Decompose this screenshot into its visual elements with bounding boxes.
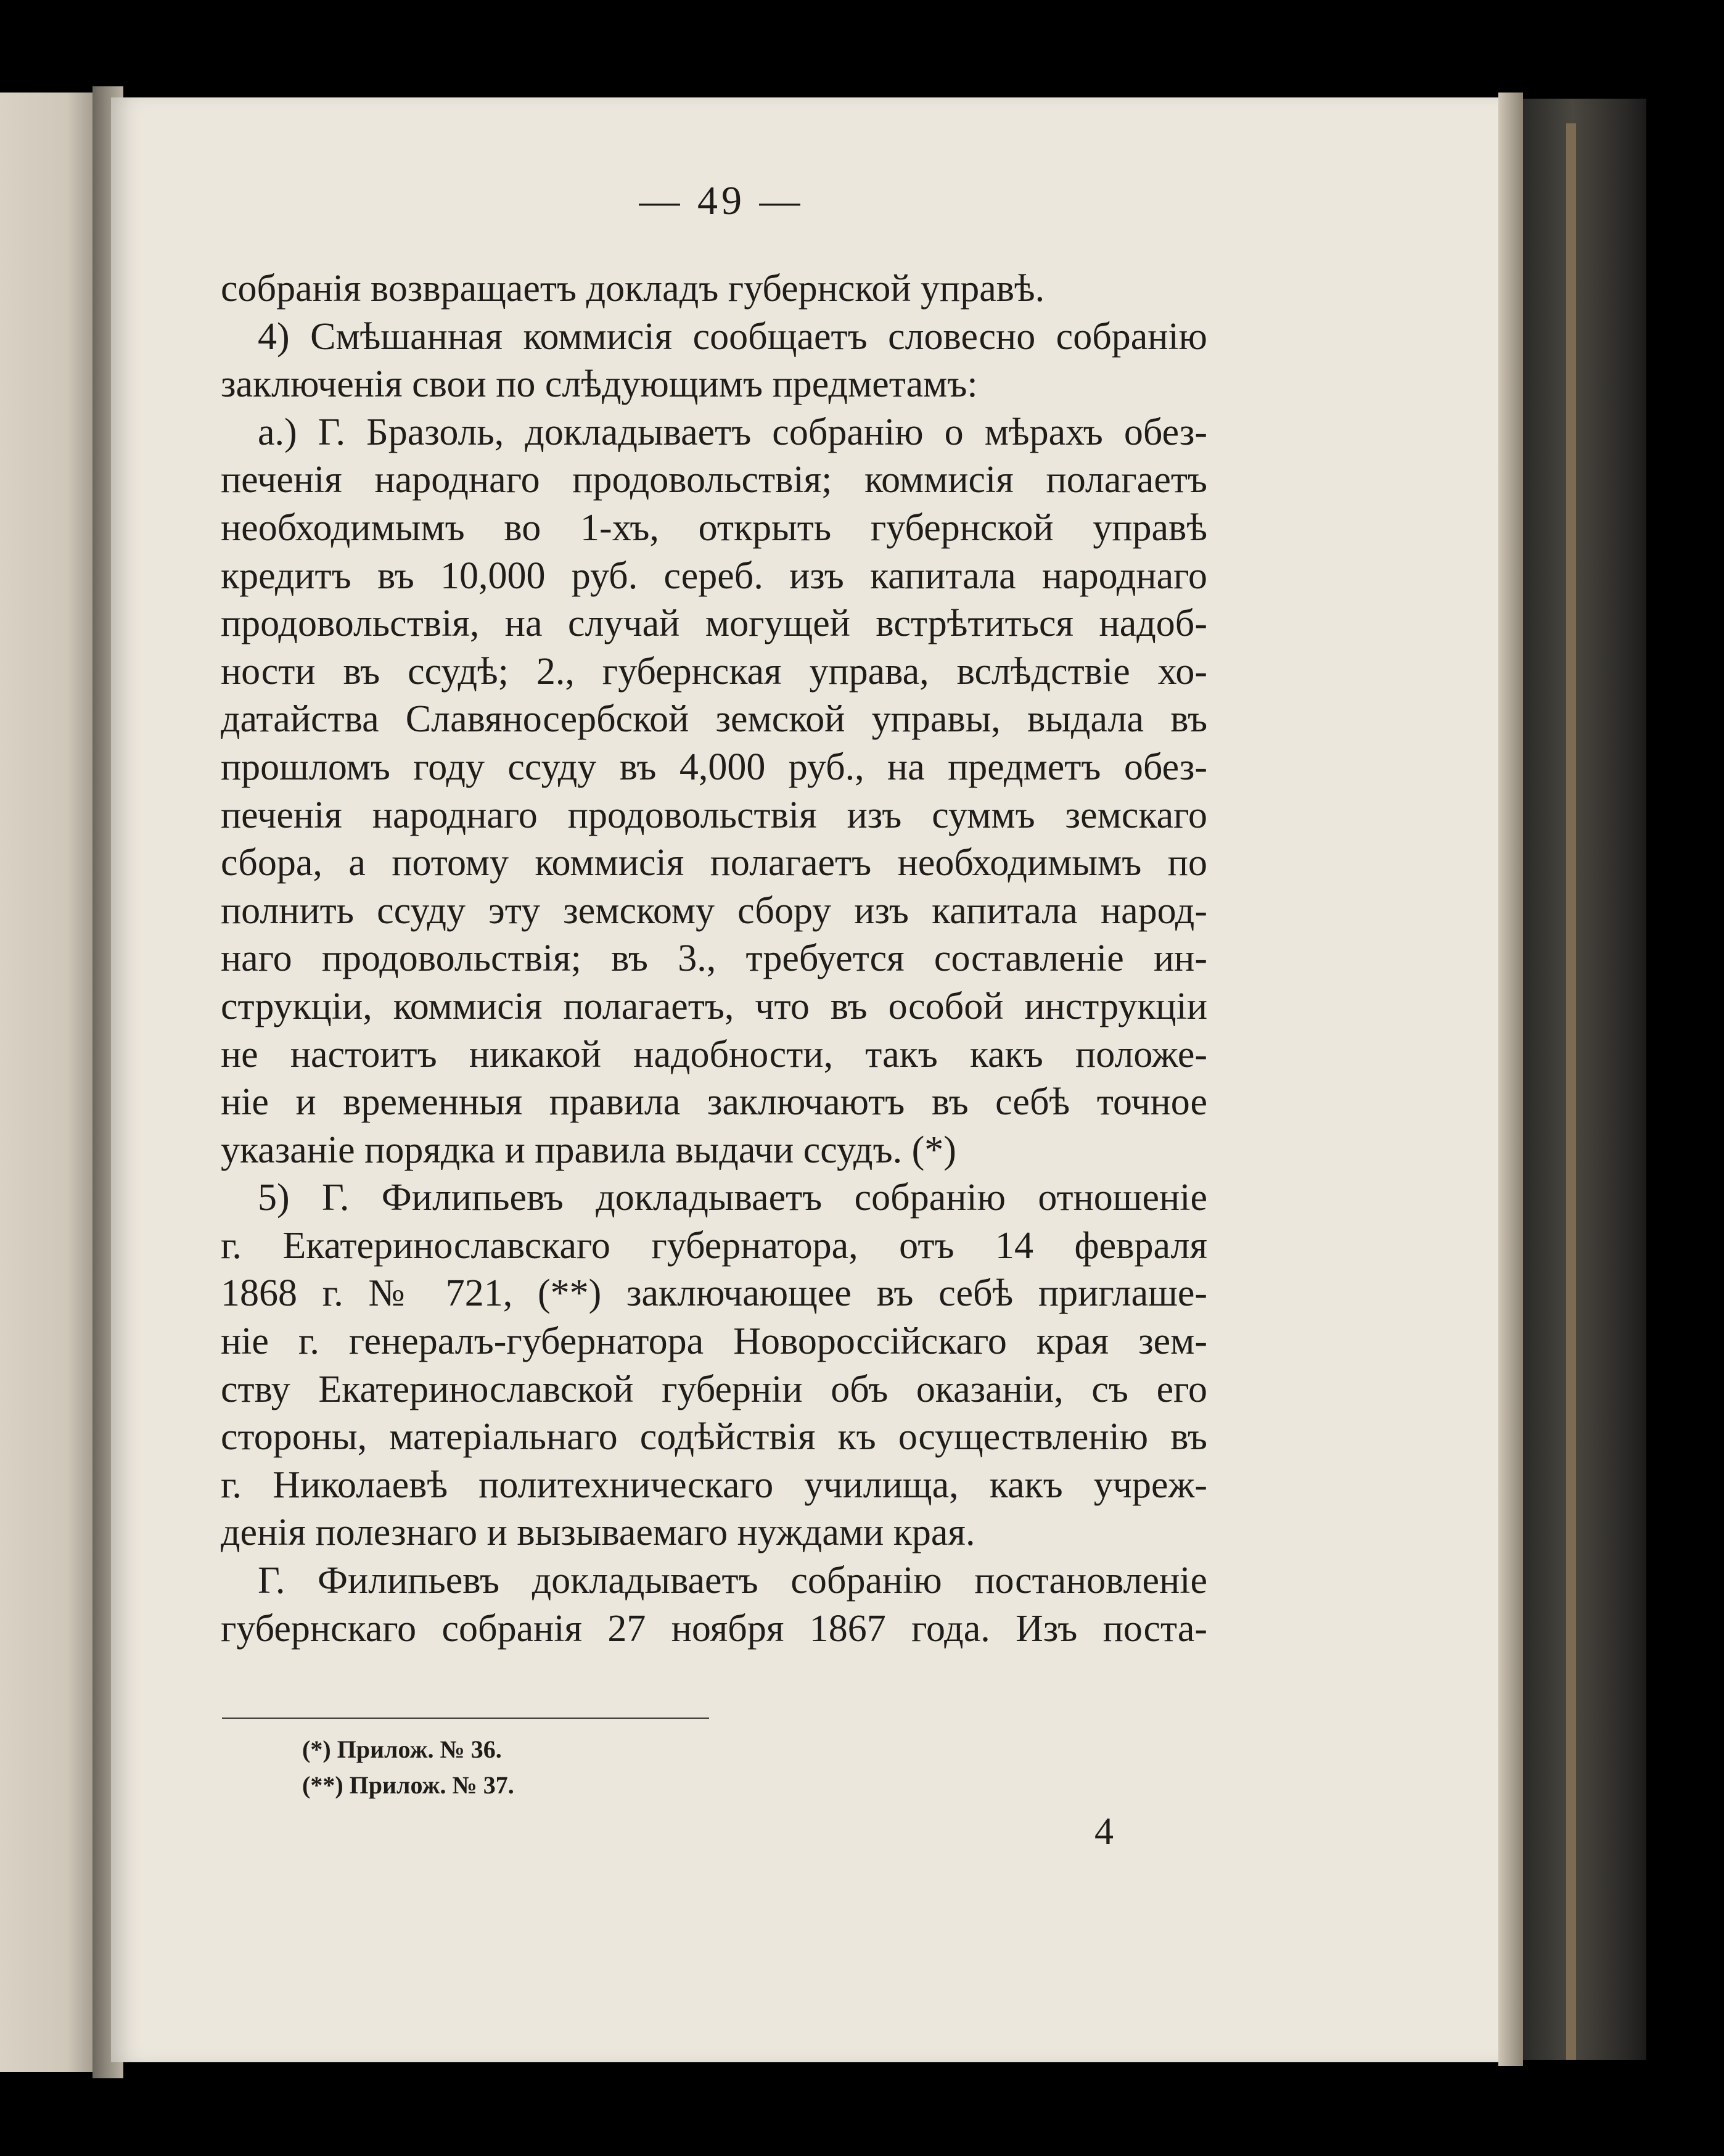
printer-signature-mark: 4 (1094, 1811, 1114, 1853)
text-line: собранія возвращаетъ докладъ губернской управѣ. (221, 268, 1045, 310)
text-line: стороны, матеріальнаго содѣйствія къ осуществленію въ (221, 1416, 1207, 1459)
text-line: кредитъ въ 10,000 руб. сереб. изъ капитала народнаго (221, 554, 1207, 597)
text-line: ніе г. генералъ-губернатора Новороссійскаго края зем- (221, 1320, 1207, 1363)
text-line: ніе и временныя правила заключаютъ въ себѣ точное (221, 1081, 1207, 1124)
footnotes (302, 1732, 514, 1803)
text-line: не настоитъ никакой надобности, такъ какъ положе- (221, 1033, 1207, 1076)
text-line: заключенія свои по слѣдующимъ предметамъ: (221, 363, 978, 406)
text-line: сбора, а потому коммисія полагаетъ необходимымъ по (221, 842, 1207, 884)
footnote: (*) Прилож. № 36. (302, 1735, 502, 1763)
footnote: (**) Прилож. № 37. (302, 1771, 514, 1799)
text-line: 1868 г. № 721, (**) заключающее въ себѣ приглаше- (221, 1272, 1207, 1315)
footnote-divider (222, 1718, 709, 1719)
book-cover (1523, 99, 1646, 2060)
text-line: Г. Филипьевъ докладываетъ собранію постановленіе (258, 1560, 1207, 1602)
cover-inner-edge (1566, 123, 1576, 2060)
text-line: наго продовольствія; въ 3., требуется составленіе ин- (221, 937, 1207, 980)
text-line: ности въ ссудѣ; 2., губернская управа, вслѣдствіе хо- (221, 650, 1207, 693)
text-line: губернскаго собранія 27 ноября 1867 года. Изъ поста- (221, 1607, 1207, 1650)
text-line: 5) Г. Филипьевъ докладываетъ собранію отношеніе (258, 1177, 1207, 1219)
text-line: датайства Славяносербской земской управы, выдала въ (221, 698, 1207, 741)
text-line: 4) Смѣшанная коммисія сообщаетъ словесно собранію (258, 315, 1207, 358)
text-line: денія полезнаго и вызываемаго нуждами края. (221, 1512, 975, 1554)
text-line: печенія народнаго продовольствія; коммисія полагаетъ (221, 459, 1207, 501)
text-line: указаніе порядка и правила выдачи ссудъ. (*) (221, 1129, 956, 1171)
text-line: прошломъ году ссуду въ 4,000 руб., на предметъ обез- (221, 746, 1207, 788)
text-line: а.) Г. Бразоль, докладываетъ собранію о мѣрахъ обез- (258, 411, 1207, 453)
page-block-edge (1498, 93, 1523, 2066)
text-line: струкціи, коммисія полагаетъ, что въ особой инструкціи (221, 985, 1207, 1027)
text-line: г. Екатеринославскаго губернатора, отъ 14 февраля (221, 1224, 1207, 1267)
body-text (221, 265, 1207, 1653)
text-line: г. Николаевѣ политехническаго училища, какъ учреж- (221, 1463, 1207, 1506)
text-line: продовольствія, на случай могущей встрѣтиться надоб- (221, 603, 1207, 645)
text-line: печенія народнаго продовольствія изъ суммъ земскаго (221, 794, 1207, 836)
text-line: необходимымъ во 1-хъ, открыть губернской управѣ (221, 506, 1207, 549)
page-number-header: — 49 — (639, 178, 804, 223)
text-line: полнить ссуду эту земскому сбору изъ капитала народ- (221, 889, 1207, 932)
text-line: ству Екатеринославской губерніи объ оказаніи, съ его (221, 1368, 1207, 1410)
